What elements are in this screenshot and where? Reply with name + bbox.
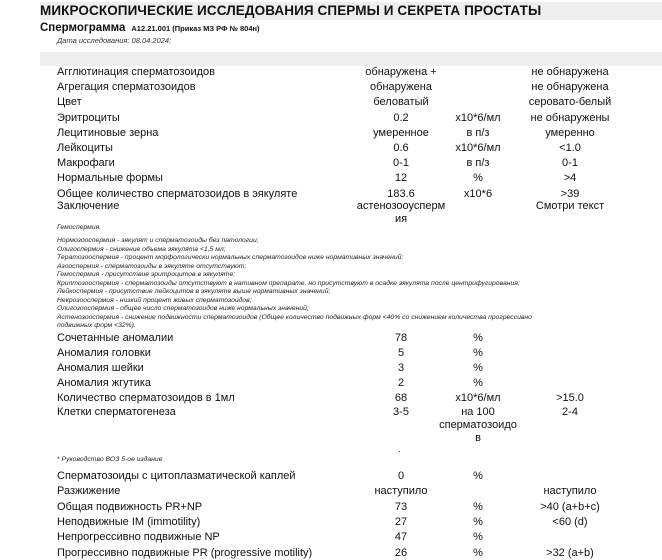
conclusion-value-line1: астенозооусперм (356, 200, 446, 212)
result-unit: x10*6/мл (455, 142, 501, 154)
result-label: Лецитиновые зерна (57, 126, 159, 139)
morphology-label: Аномалия головки (57, 347, 151, 359)
note-line: Криптозооспермия - сперматозоиды отсутствуют в нативном препарате, но присутствуют в осадке эякулята после центрифугирования; (57, 279, 520, 287)
motility-unit: % (473, 546, 483, 559)
result-ref: >39 (560, 187, 580, 200)
motility-unit: % (473, 515, 483, 528)
motility-value: 47 (394, 531, 408, 544)
result-value: обнаружена (370, 81, 432, 94)
germ-cells-value: 3-5 (393, 406, 409, 418)
result-ref: 0-1 (562, 157, 578, 170)
morphology-unit: % (473, 362, 483, 374)
note-line: Гемоспермия - присутствие эритроцитов в эякуляте; (57, 271, 236, 278)
motility-label: Прогрессивно подвижные PR (progressive motility) (57, 546, 313, 559)
morphology-label: Аномалия шейки (57, 362, 144, 374)
note-line: Лейкоспермия - присутствие лейкоцитов в эякуляте выше нормативных значений; (57, 288, 331, 295)
motility-value: 26 (394, 546, 408, 559)
conclusion-value-line2: ия (394, 213, 408, 225)
motility-label: Сперматозоиды с цитоплазматической каплей (57, 470, 296, 482)
result-value: 183.6 (387, 187, 415, 200)
table-header-band (40, 52, 662, 66)
morphology-value: 2 (397, 377, 405, 389)
morphology-label: Сочетанные аномалии (57, 332, 174, 344)
result-ref: серовато-белый (528, 96, 612, 109)
germ-cells-label: Клетки сперматогенеза (57, 406, 176, 418)
result-value: обнаружена + (365, 66, 437, 78)
motility-label: Непрогрессивно подвижные NP (57, 531, 220, 544)
note-hemospermia: Гемоспермия. (57, 224, 102, 231)
result-unit: в п/з (466, 126, 490, 139)
result-unit: % (473, 172, 483, 185)
germ-cells-unit-line3: в (475, 432, 481, 444)
result-label: Общее количество сперматозоидов в эякуляте (57, 187, 298, 200)
result-label: Агрегация сперматозоидов (57, 81, 196, 94)
result-ref: не обнаружены (530, 111, 610, 124)
motility-label: Неподвижные IM (immotility) (57, 515, 201, 528)
result-value: 12 (394, 172, 408, 185)
note-line: Тератозооспермия - процент морфологически нормальных сперматозоидов ниже нормативных значений; (57, 254, 404, 261)
motility-ref: <60 (d) (552, 515, 588, 528)
page-title: МИКРОСКОПИЧЕСКИЕ ИССЛЕДОВАНИЯ СПЕРМЫ И СЕКРЕТА ПРОСТАТЫ (40, 2, 662, 20)
germ-cells-unit-line2: сперматозоидо (439, 419, 517, 431)
motility-value: 0 (397, 470, 405, 482)
result-ref: умеренно (545, 126, 595, 139)
morphology-value: 68 (394, 392, 408, 404)
result-label: Цвет (57, 96, 82, 109)
note-line: Астенозооспермия - снижение подвижности сперматозоидов (Общее количество подвижных форм <40% со снижением количества прогрессивно (57, 313, 532, 321)
test-code: А12.21.001 (Приказ МЗ РФ № 804н) (131, 24, 260, 33)
result-ref: не обнаружена (531, 81, 609, 94)
conclusion-ref: Смотри текст (535, 200, 605, 212)
motility-value: 73 (394, 500, 408, 513)
motility-value: 27 (394, 515, 408, 528)
who-note: * Руководство ВОЗ 5-ое издание (57, 456, 163, 463)
morphology-unit: % (473, 332, 483, 344)
morphology-value: 78 (394, 332, 408, 344)
result-ref: <1.0 (559, 142, 581, 154)
result-unit: x10*6/мл (455, 111, 501, 124)
conclusion-value (340, 200, 462, 226)
motility-label: Разжижение (57, 485, 121, 498)
note-line: Олигозооспермия - общее число сперматозоидов ниже нормальных значений; (57, 305, 309, 312)
conclusion-label: Заключение (57, 200, 120, 212)
note-line: Азооспермия - сперматозоиды в эякуляте отсутствуют; (57, 262, 247, 270)
motility-label: Общая подвижность PR+NP (57, 500, 203, 513)
motility-ref: >40 (a+b+c) (540, 500, 600, 513)
result-value: 0.2 (393, 111, 409, 124)
result-value: 0-1 (393, 157, 409, 170)
morphology-label: Количество сперматозоидов в 1мл (57, 392, 235, 404)
motility-unit: % (473, 470, 483, 482)
motility-unit: % (473, 500, 483, 513)
note-line: Олигоспермия - снижение объема эякулята <1,5 мл; (57, 245, 226, 253)
morphology-unit: % (473, 347, 483, 359)
test-header (40, 22, 260, 34)
germ-cells-ref: 2-4 (562, 406, 578, 418)
result-label: Макрофаги (57, 157, 115, 170)
motility-ref: >32 (a+b) (546, 546, 594, 559)
morphology-value: 5 (397, 347, 405, 359)
motility-unit: % (473, 531, 483, 544)
result-value: беловатый (373, 96, 429, 109)
morphology-ref: >15.0 (556, 392, 584, 404)
morphology-unit: x10*6/мл (455, 392, 501, 404)
result-label: Эритроциты (57, 111, 120, 124)
result-label: Агглютинация сперматозоидов (57, 66, 215, 78)
result-unit: x10*6 (463, 187, 493, 200)
notes-legend (57, 237, 617, 331)
note-line: Нормозооспермия - эякулят и сперматозоиды без патологии; (57, 237, 259, 244)
result-label: Нормальные формы (57, 172, 163, 185)
germ-cells-unit-line1: на 100 (461, 406, 495, 418)
result-value: умеренное (373, 126, 429, 139)
motility-ref: наступило (543, 485, 597, 498)
note-line: подвижных форм <32%). (57, 322, 136, 329)
test-date: Дата исследования: 08.04.2024; (57, 36, 172, 45)
result-unit: в п/з (466, 157, 490, 170)
morphology-unit: % (473, 377, 483, 389)
morphology-value: 3 (397, 362, 405, 374)
stray-dot: . (398, 444, 401, 454)
result-label: Лейкоциты (57, 142, 113, 154)
result-ref: не обнаружена (531, 66, 609, 78)
note-line: Некрозооспермия - низкий процент живых сперматозоидов; (57, 296, 252, 304)
result-value: 0.6 (393, 142, 409, 154)
morphology-label: Аномалия жгутика (57, 377, 152, 389)
result-ref: >4 (563, 172, 577, 185)
test-name: Спермограмма (40, 22, 126, 34)
motility-value: наступило (374, 485, 428, 498)
